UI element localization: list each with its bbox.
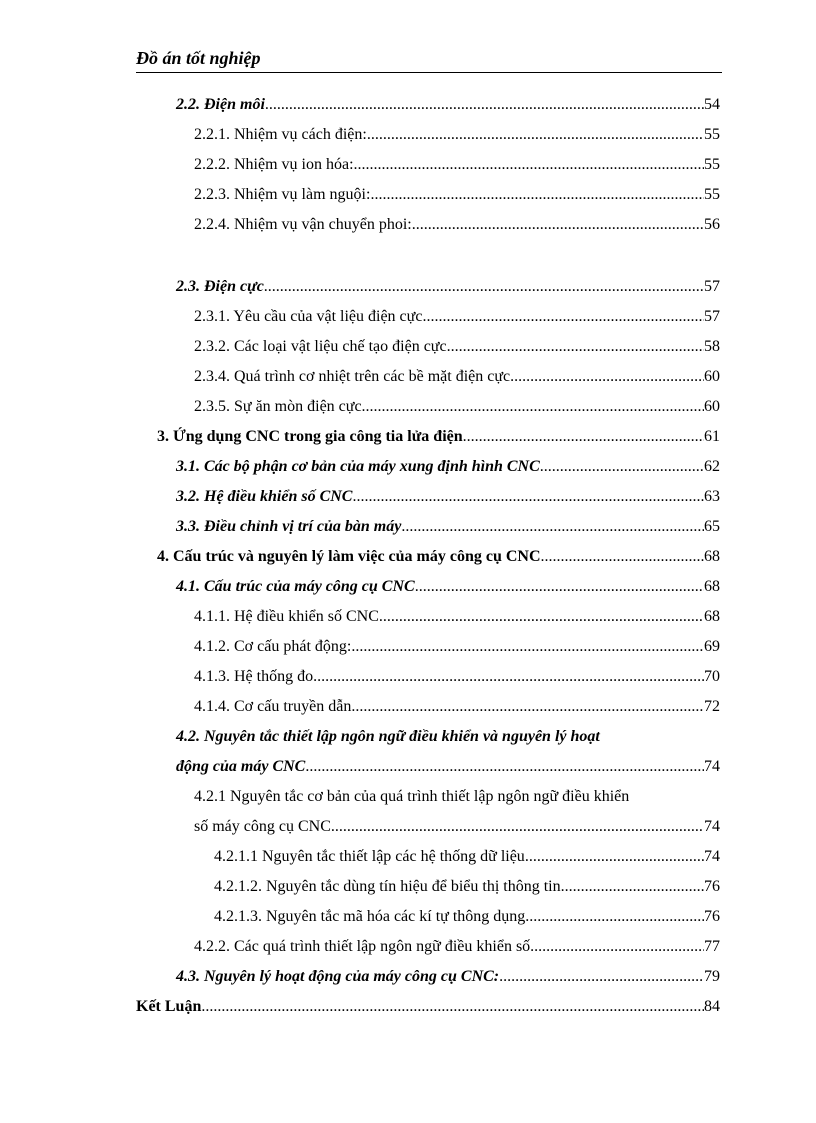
- toc-page-number: 68: [704, 548, 720, 565]
- toc-entry: [176, 728, 720, 752]
- toc-entry-title: 4.1. Cấu trúc của máy công cụ CNC: [176, 578, 415, 595]
- toc-entry: [157, 428, 720, 452]
- toc-entry-title: 4. Cấu trúc và nguyên lý làm việc của máy công cụ CNC: [157, 548, 541, 565]
- toc-entry-title: 2.3. Điện cực: [176, 278, 264, 295]
- toc-page-number: 60: [704, 398, 720, 415]
- toc-entry: [194, 308, 720, 332]
- toc-page-number: 74: [704, 818, 720, 835]
- toc-dot-leader: [447, 338, 704, 356]
- toc-dot-leader: [510, 368, 704, 386]
- toc-page-number: 79: [704, 968, 720, 985]
- toc-page-number: 57: [704, 308, 720, 325]
- toc-page-number: 54: [704, 96, 720, 113]
- toc-entry-title: 2.2.4. Nhiệm vụ vận chuyển phoi:: [194, 216, 412, 233]
- toc-entry-title: 3.2. Hệ điều khiển số CNC: [176, 488, 353, 505]
- toc-dot-leader: [201, 998, 704, 1016]
- toc-entry-title: 4.2.1.3. Nguyên tắc mã hóa các kí tự thông dụng: [214, 908, 526, 925]
- toc-dot-leader: [354, 156, 704, 174]
- toc-dot-leader: [370, 186, 704, 204]
- toc-dot-leader: [305, 758, 704, 776]
- toc-page-number: 57: [704, 278, 720, 295]
- toc-dot-leader: [351, 698, 704, 716]
- toc-page-number: 65: [704, 518, 720, 535]
- toc-dot-leader: [362, 398, 704, 416]
- toc-entry-title: 4.1.3. Hệ thống đo: [194, 668, 314, 685]
- header-title: Đồ án tốt nghiệp: [136, 48, 261, 68]
- toc-dot-leader: [313, 668, 704, 686]
- toc-entry-title: 3.1. Các bộ phận cơ bản của máy xung định hình CNC: [176, 458, 540, 475]
- toc-entry: [176, 96, 720, 120]
- toc-entry-title: động của máy CNC: [176, 758, 306, 775]
- toc-page-number: 76: [704, 878, 720, 895]
- toc-entry: [214, 908, 720, 932]
- toc-page-number: 55: [704, 186, 720, 203]
- toc-entry: [214, 848, 720, 872]
- toc-entry-title: 4.1.1. Hệ điều khiển số CNC: [194, 608, 379, 625]
- toc-entry-title: 2.3.4. Quá trình cơ nhiệt trên các bề mặt điện cực: [194, 368, 511, 385]
- toc-dot-leader: [422, 308, 704, 326]
- toc-page-number: 84: [704, 998, 720, 1015]
- toc-entry: [194, 368, 720, 392]
- toc-entry: [194, 638, 720, 662]
- toc-page-number: 76: [704, 908, 720, 925]
- toc-dot-leader: [525, 848, 704, 866]
- toc-entry-title: 3.3. Điều chỉnh vị trí của bàn máy: [176, 518, 402, 535]
- toc-entry-title: 4.1.4. Cơ cấu truyền dẫn: [194, 698, 352, 715]
- toc-entry-title: 4.2.1.1 Nguyên tắc thiết lập các hệ thống dữ liệu: [214, 848, 525, 865]
- toc-dot-leader: [525, 908, 704, 926]
- toc-page-number: 58: [704, 338, 720, 355]
- toc-page-number: 62: [704, 458, 720, 475]
- toc-page-number: 68: [704, 608, 720, 625]
- toc-entry: [194, 818, 720, 842]
- toc-entry: [194, 186, 720, 210]
- toc-dot-leader: [561, 878, 704, 896]
- toc-page-number: 56: [704, 216, 720, 233]
- toc-dot-leader: [541, 548, 704, 566]
- toc-dot-leader: [401, 518, 704, 536]
- toc-page-number: 55: [704, 156, 720, 173]
- toc-entry: [194, 938, 720, 962]
- toc-entry: [194, 126, 720, 150]
- toc-page-number: 74: [704, 848, 720, 865]
- toc-page-number: 68: [704, 578, 720, 595]
- toc-page-number: 69: [704, 638, 720, 655]
- toc-entry: [136, 998, 720, 1022]
- toc-page-number: 74: [704, 758, 720, 775]
- toc-entry-title: 2.2. Điện môi: [176, 96, 265, 113]
- toc-entry-title: 4.2.1.2. Nguyên tắc dùng tín hiệu để biểu thị thông tin: [214, 878, 561, 895]
- toc-entry-title: 2.2.2. Nhiệm vụ ion hóa:: [194, 156, 354, 173]
- toc-entry-title: 4.1.2. Cơ cấu phát động:: [194, 638, 352, 655]
- toc-entry-title: số máy công cụ CNC: [194, 818, 331, 835]
- toc-entry-title: 2.3.2. Các loại vật liệu chế tạo điện cực: [194, 338, 447, 355]
- toc-entry: [176, 488, 720, 512]
- toc-entry: [194, 156, 720, 180]
- toc-entry: [176, 458, 720, 482]
- toc-entry: [194, 698, 720, 722]
- toc-entry-title: 4.2. Nguyên tắc thiết lập ngôn ngữ điều khiển và nguyên lý hoạt: [176, 728, 600, 745]
- toc-entry-title: 2.3.1. Yêu cầu của vật liệu điện cực: [194, 308, 423, 325]
- toc-entry: [214, 878, 720, 902]
- toc-page-number: 55: [704, 126, 720, 143]
- toc-entry: [194, 788, 720, 812]
- toc-entry: [176, 968, 720, 992]
- toc-entry-title: 2.2.3. Nhiệm vụ làm nguội:: [194, 186, 371, 203]
- toc-dot-leader: [265, 96, 704, 114]
- toc-entry-title: 2.3.5. Sự ăn mòn điện cực: [194, 398, 362, 415]
- toc-dot-leader: [530, 938, 704, 956]
- toc-dot-leader: [463, 428, 704, 446]
- toc-entry: [176, 278, 720, 302]
- toc-page-number: 61: [704, 428, 720, 445]
- toc-entry-title: 3. Ứng dụng CNC trong gia công tia lửa điện: [157, 428, 463, 445]
- toc-entry: [194, 216, 720, 240]
- toc-entry: [194, 338, 720, 362]
- toc-entry: [176, 518, 720, 542]
- toc-entry-title: 2.2.1. Nhiệm vụ cách điện:: [194, 126, 367, 143]
- toc-entry: [176, 758, 720, 782]
- toc-dot-leader: [367, 126, 704, 144]
- toc-entry-title: 4.3. Nguyên lý hoạt động của máy công cụ CNC:: [176, 968, 500, 985]
- toc-dot-leader: [351, 638, 704, 656]
- toc-entry: [194, 398, 720, 422]
- toc-entry-title: 4.2.2. Các quá trình thiết lập ngôn ngữ điều khiển số: [194, 938, 531, 955]
- toc-entry: [176, 578, 720, 602]
- toc-page-number: 77: [704, 938, 720, 955]
- toc-entry: [194, 668, 720, 692]
- toc-dot-leader: [352, 488, 704, 506]
- toc-page-number: 63: [704, 488, 720, 505]
- toc-page-number: 60: [704, 368, 720, 385]
- toc-entry: [157, 548, 720, 572]
- toc-dot-leader: [540, 458, 704, 476]
- toc-dot-leader: [379, 608, 704, 626]
- toc-dot-leader: [331, 818, 704, 836]
- toc-entry: [194, 608, 720, 632]
- toc-page-number: 72: [704, 698, 720, 715]
- toc-dot-leader: [499, 968, 704, 986]
- toc-dot-leader: [412, 216, 704, 234]
- toc-dot-leader: [415, 578, 704, 596]
- toc-entry-title: 4.2.1 Nguyên tắc cơ bản của quá trình thiết lập ngôn ngữ điều khiển: [194, 788, 630, 805]
- toc-entry-title: Kết Luận: [136, 998, 202, 1015]
- toc-dot-leader: [264, 278, 704, 296]
- toc-page-number: 70: [704, 668, 720, 685]
